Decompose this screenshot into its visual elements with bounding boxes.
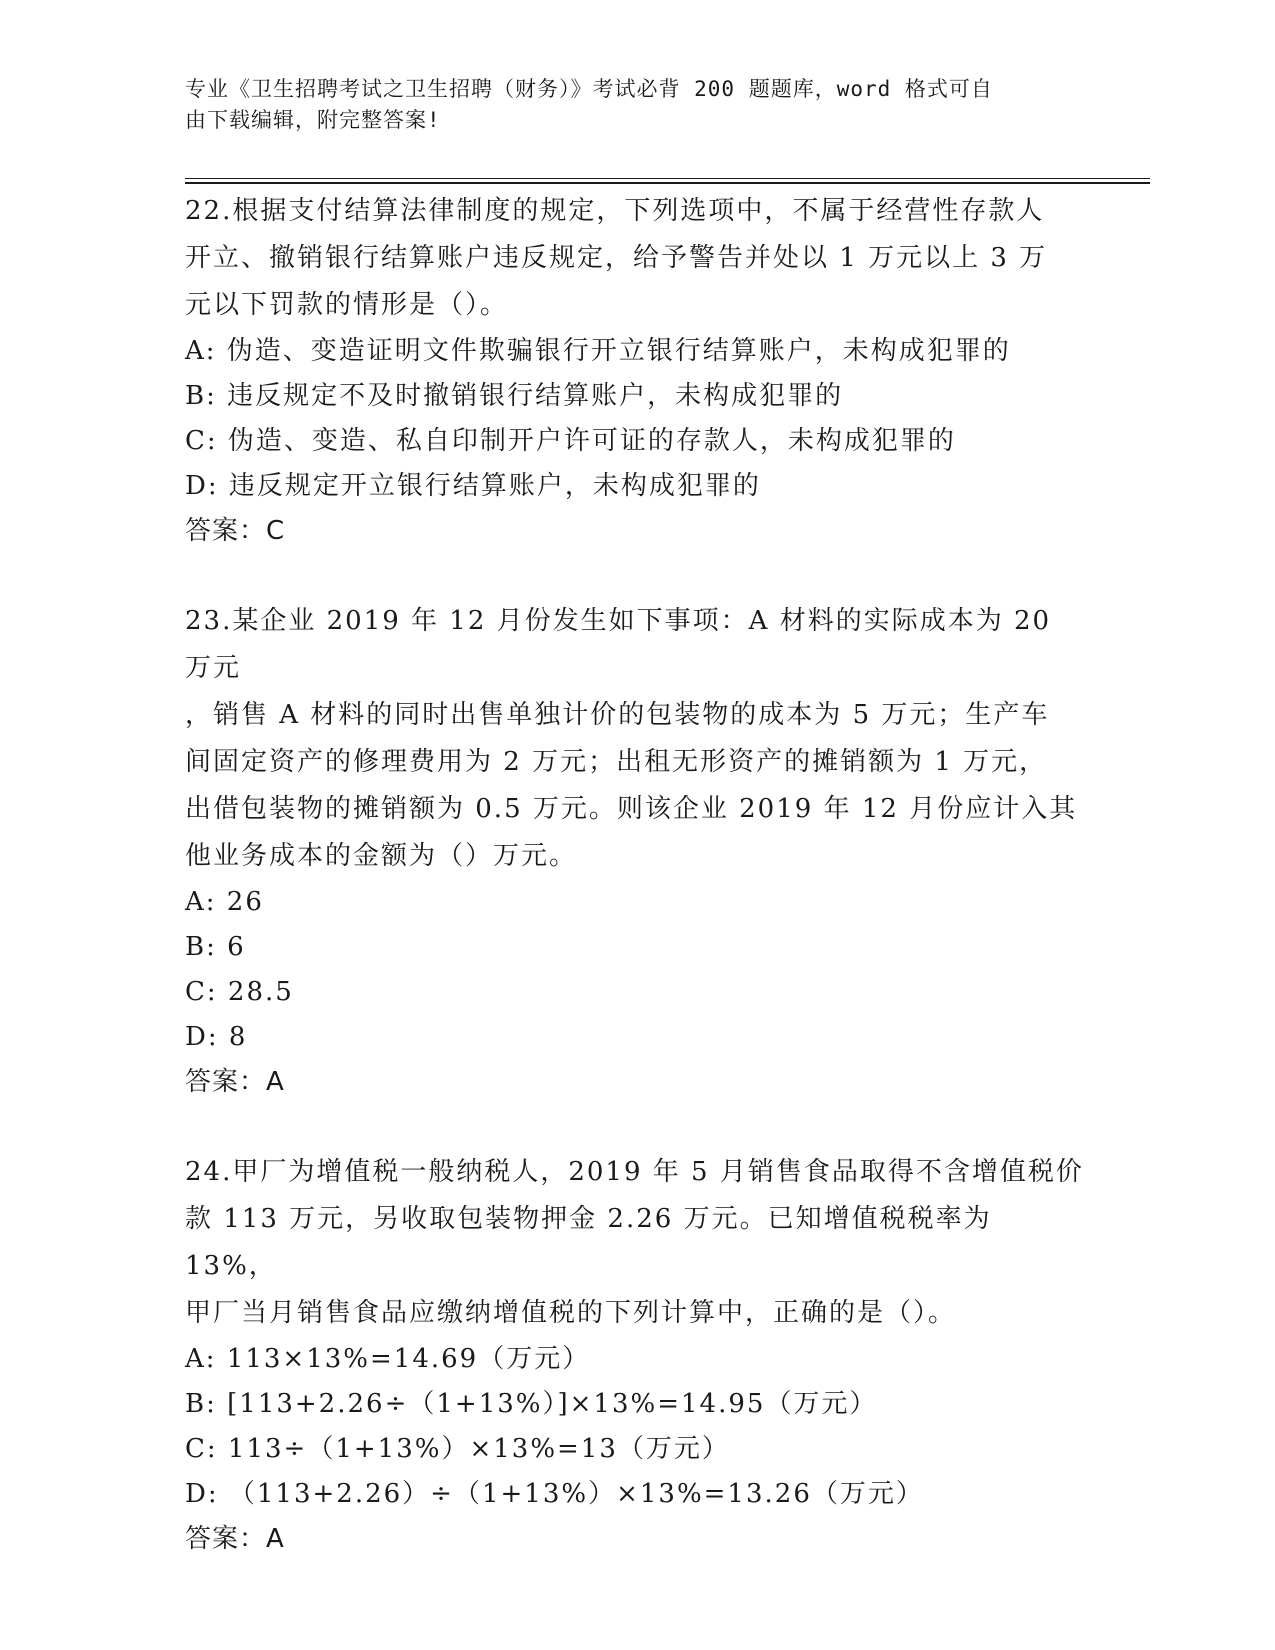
option-c: C: 伪造、变造、私自印制开户许可证的存款人，未构成犯罪的 bbox=[185, 426, 956, 456]
option-a: A: 113×13%=14.69（万元） bbox=[185, 1344, 591, 1374]
question-stem-line: 甲厂当月销售食品应缴纳增值税的下列计算中，正确的是（）。 bbox=[185, 1298, 957, 1328]
option-d: D: 8 bbox=[185, 1022, 248, 1052]
question-stem-line: 他业务成本的金额为（）万元。 bbox=[185, 841, 578, 871]
question-stem-line: 开立、撤销银行结算账户违反规定，给予警告并处以 1 万元以上 3 万 bbox=[185, 243, 1048, 273]
question-stem-line: 24.甲厂为增值税一般纳税人，2019 年 5 月销售食品取得不含增值税价 bbox=[185, 1157, 1084, 1187]
option-a: A: 26 bbox=[185, 887, 264, 917]
question-stem-line: ，销售 A 材料的同时出售单独计价的包装物的成本为 5 万元；生产车 bbox=[185, 700, 1050, 730]
question-stem-line: 22.根据支付结算法律制度的规定，下列选项中，不属于经营性存款人 bbox=[185, 196, 1045, 226]
header-divider-thin bbox=[185, 178, 1150, 179]
question-spacer bbox=[185, 1105, 1085, 1149]
question-stem-line: 款 113 万元，另收取包装物押金 2.26 万元。已知增值税税率为 13%， bbox=[185, 1204, 992, 1281]
option-b: B: 违反规定不及时撤销银行结算账户，未构成犯罪的 bbox=[185, 381, 844, 411]
header-title-line-2: 由下载编辑，附完整答案! bbox=[185, 108, 441, 132]
option-c: C: 28.5 bbox=[185, 977, 294, 1007]
answer: 答案：C bbox=[185, 516, 286, 546]
question-24 bbox=[185, 1149, 1085, 1562]
header-divider-thick bbox=[185, 182, 1150, 184]
option-a: A: 伪造、变造证明文件欺骗银行开立银行结算账户，未构成犯罪的 bbox=[185, 336, 1011, 366]
option-b: B: 6 bbox=[185, 932, 246, 962]
answer: 答案：A bbox=[185, 1524, 285, 1554]
question-stem-line: 出借包装物的摊销额为 0.5 万元。则该企业 2019 年 12 月份应计入其 bbox=[185, 794, 1078, 824]
question-22 bbox=[185, 188, 1085, 554]
document-header bbox=[185, 74, 1065, 136]
question-stem-line: 元以下罚款的情形是（）。 bbox=[185, 290, 509, 320]
question-23 bbox=[185, 598, 1085, 1105]
header-title-line-1: 专业《卫生招聘考试之卫生招聘（财务）》考试必背 200 题题库，word 格式可自 bbox=[185, 77, 993, 101]
question-stem-line: 23.某企业 2019 年 12 月份发生如下事项：A 材料的实际成本为 20 万元 bbox=[185, 606, 1052, 683]
option-d: D: （113+2.26）÷（1+13%）×13%=13.26（万元） bbox=[185, 1479, 924, 1509]
answer: 答案：A bbox=[185, 1067, 285, 1097]
option-d: D: 违反规定开立银行结算账户，未构成犯罪的 bbox=[185, 471, 761, 501]
option-c: C: 113÷（1+13%）×13%=13（万元） bbox=[185, 1434, 730, 1464]
option-b: B: [113+2.26÷（1+13%）]×13%=14.95（万元） bbox=[185, 1389, 878, 1419]
question-stem-line: 间固定资产的修理费用为 2 万元；出租无形资产的摊销额为 1 万元， bbox=[185, 747, 1048, 777]
question-list bbox=[185, 188, 1085, 1562]
question-spacer bbox=[185, 554, 1085, 598]
